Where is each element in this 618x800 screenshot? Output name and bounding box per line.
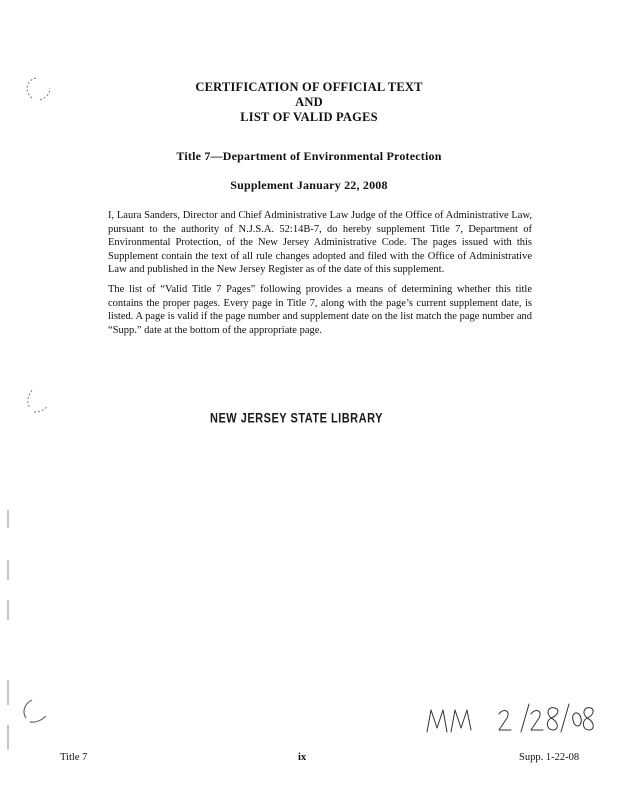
footer-supplement: Supp. 1-22-08 [519, 752, 580, 763]
paragraph-valid-pages: The list of “Valid Title 7 Pages” following provides a means of determining whether this title contains the proper pages. Every page in Title 7, along with the page’s current supplement date, is listed. A page is valid if the page number and supplement date on the list match the page number and “Supp.” date at the bottom of the appropriate page. [108, 284, 532, 336]
supplement-date: Supplement January 22, 2008 [230, 178, 388, 192]
paragraph-certification: I, Laura Sanders, Director and Chief Administrative Law Judge of the Office of Administrative Law, pursuant to the authority of N.J.S.A. 52:14B-7, do hereby supplement Title 7, Department of Environmental Protection, of the New Jersey Administrative Code. The pages issued with this Supplement contain the text of all rule changes adopted and filed with the Office of Administrative Law and published in the New Jersey Register as of the date of this supplement. [108, 210, 532, 275]
title-line-3: LIST OF VALID PAGES [240, 110, 378, 124]
footer-title: Title 7 [60, 752, 88, 763]
binder-hole-mark-middle [22, 388, 52, 418]
handwritten-initials-date [425, 700, 595, 738]
footer-page-number: ix [298, 752, 307, 763]
binder-hole-mark-bottom [18, 698, 48, 728]
title-line-2: AND [295, 95, 323, 109]
title-line-1: CERTIFICATION OF OFFICIAL TEXT [195, 80, 423, 94]
library-stamp: NEW JERSEY STATE LIBRARY [210, 411, 383, 426]
subtitle: Title 7—Department of Environmental Protection [176, 149, 442, 163]
left-edge-tick-marks [5, 500, 11, 760]
